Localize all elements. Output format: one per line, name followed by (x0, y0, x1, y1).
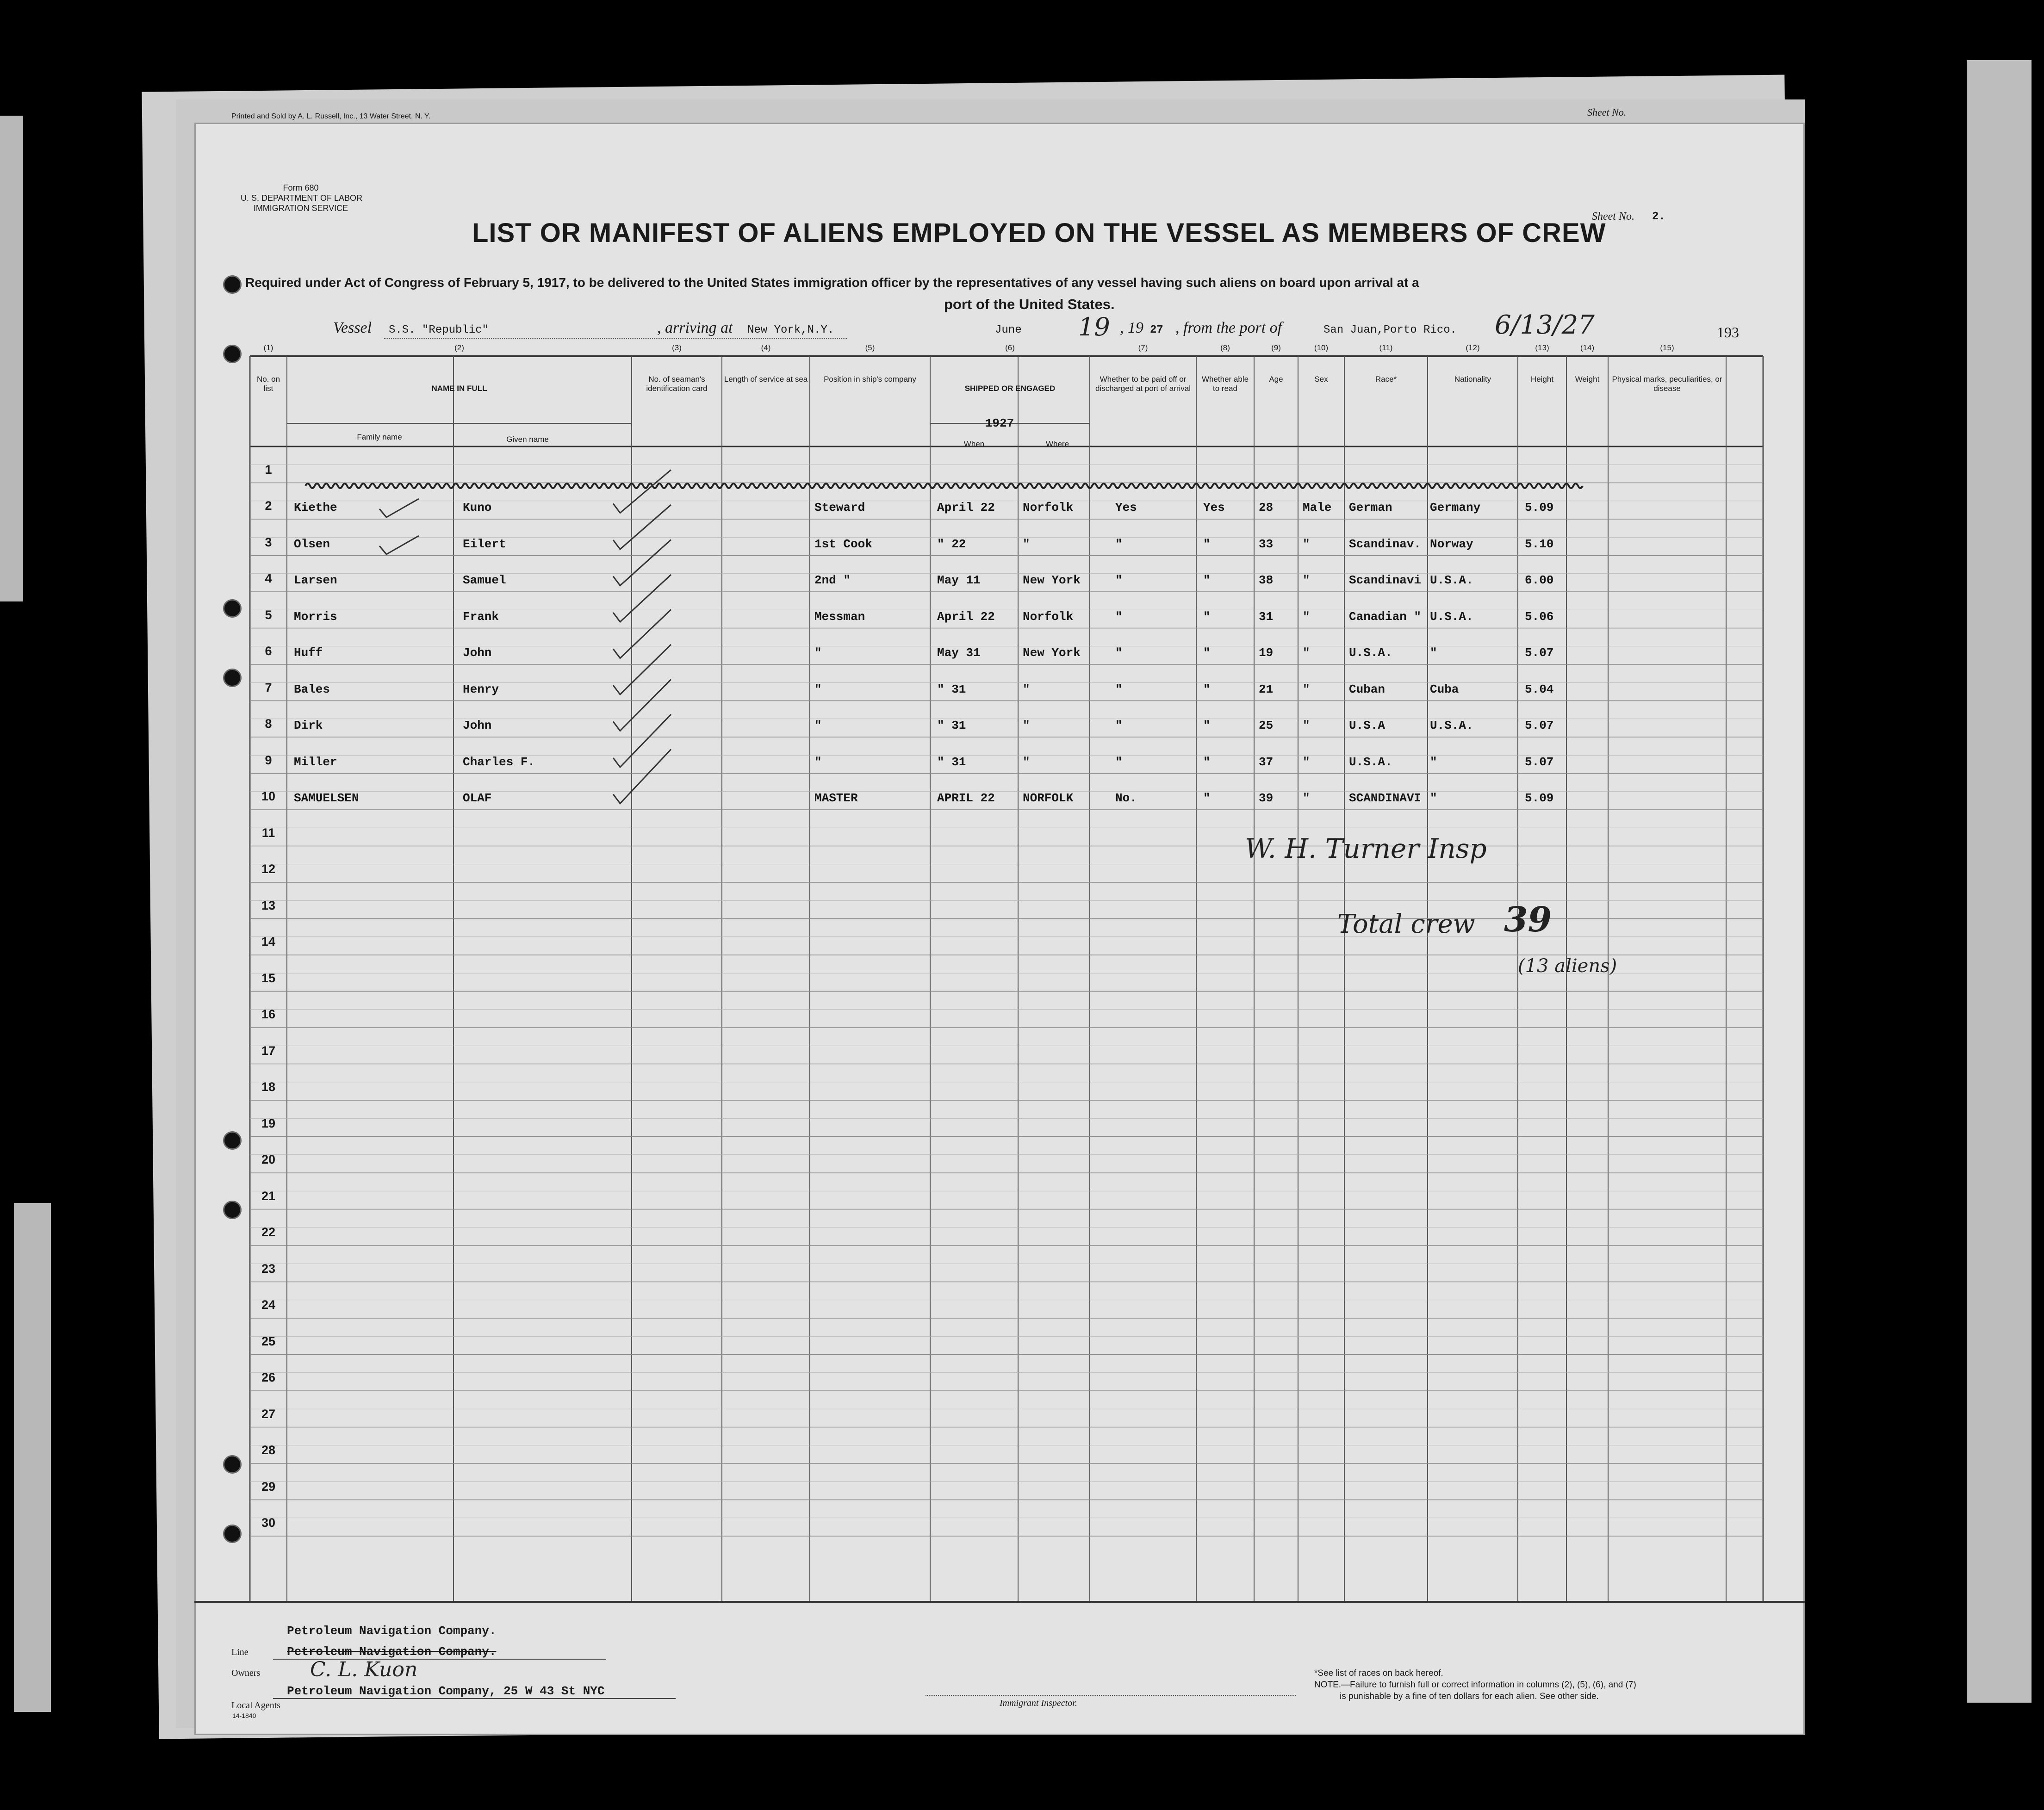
column-header: Weight (1575, 375, 1600, 384)
column-header: Position in ship's company (824, 375, 916, 384)
cell-paid-off: " (1115, 719, 1123, 732)
cell-race: Cuban (1349, 682, 1385, 696)
sheet-number-value: 2. (1652, 211, 1665, 223)
row-number: 2 (265, 499, 272, 513)
left-edge-scrap (0, 116, 23, 601)
row-number: 10 (261, 789, 276, 803)
cell-where: Norfolk (1023, 609, 1074, 624)
cell-given: Samuel (463, 573, 506, 587)
cell-position: " (814, 646, 822, 660)
cell-given: OLAF (463, 791, 492, 805)
vessel-value: S.S. "Republic" (389, 324, 489, 336)
column-header: Whether able to read (1201, 375, 1249, 393)
manifest-page (194, 123, 1805, 1735)
line-value: Petroleum Navigation Company. (287, 1624, 497, 1638)
subhead-where: Where (1045, 440, 1069, 448)
cell-family: Dirk (294, 719, 323, 732)
cell-race: Scandinavi (1349, 573, 1422, 587)
subhead-year: 1927 (985, 416, 1014, 430)
form-service: IMMIGRATION SERVICE (253, 204, 348, 213)
column-number: (7) (1138, 343, 1148, 352)
column-number: (15) (1660, 343, 1674, 352)
cell-race: Scandinav. (1349, 537, 1422, 551)
cell-where: NORFOLK (1023, 791, 1074, 805)
cell-where: " (1023, 537, 1030, 551)
column-header: Race* (1375, 375, 1397, 384)
column-header: No. of seaman's identification card (646, 375, 708, 393)
column-number: (6) (1005, 343, 1015, 352)
column-number: (1) (263, 343, 273, 352)
cell-nationality: " (1430, 646, 1437, 660)
form-number: Form 680 (283, 183, 319, 192)
row-number: 18 (261, 1080, 276, 1094)
checkmark-icon (613, 470, 671, 513)
cell-where: " (1023, 719, 1030, 732)
row-number: 21 (261, 1189, 276, 1203)
row-number: 28 (261, 1443, 276, 1457)
column-header: No. on list (256, 375, 280, 393)
subhead-when: When (963, 440, 985, 448)
cell-given: Frank (463, 609, 499, 624)
row-1-strikeout (305, 483, 1583, 488)
subhead-family-name: Family name (357, 433, 402, 441)
row-number: 29 (261, 1479, 276, 1494)
column-number: (3) (672, 343, 682, 352)
month-value: June (995, 324, 1022, 336)
cell-when: " 22 (937, 537, 966, 551)
cell-given: John (463, 646, 492, 660)
cell-nationality: " (1430, 791, 1437, 805)
cell-family: SAMUELSEN (294, 791, 359, 805)
cell-height: 5.07 (1525, 646, 1554, 660)
cell-sex: Male (1303, 501, 1332, 514)
handwritten-inspector: W. H. Turner Insp (1245, 833, 1487, 864)
column-header: Age (1269, 375, 1283, 384)
column-number: (5) (865, 343, 875, 352)
column-number: (2) (454, 343, 464, 352)
cell-nationality: U.S.A. (1430, 573, 1473, 587)
column-header: Whether to be paid off or discharged at port of arrival (1095, 375, 1191, 393)
cell-when: May 31 (937, 646, 981, 660)
cell-read: " (1203, 609, 1211, 624)
cell-paid-off: " (1115, 537, 1123, 551)
row-number: 6 (265, 644, 272, 658)
form-title: LIST OR MANIFEST OF ALIENS EMPLOYED ON THE VESSEL AS MEMBERS OF CREW (472, 218, 1606, 248)
row-number: 20 (261, 1153, 276, 1166)
row-number: 8 (265, 717, 272, 731)
cell-position: 1st Cook (814, 537, 872, 551)
cell-age: 21 (1259, 682, 1274, 696)
cell-paid-off: No. (1115, 791, 1137, 805)
row-number: 14 (261, 935, 276, 948)
cell-nationality: Germany (1430, 501, 1481, 514)
handwritten-total-number: 39 (1504, 900, 1552, 940)
cell-sex: " (1303, 791, 1310, 805)
cell-position: Steward (814, 501, 865, 514)
row-number: 4 (265, 571, 272, 585)
row-number: 7 (265, 680, 272, 694)
cell-where: Norfolk (1023, 501, 1074, 514)
day-value: 19 (1078, 312, 1110, 341)
column-header: SHIPPED OR ENGAGED (964, 384, 1056, 393)
cell-read: " (1203, 537, 1211, 551)
cell-height: 5.09 (1525, 501, 1554, 514)
cell-given: Henry (463, 682, 499, 696)
cell-family: Bales (294, 682, 330, 696)
cell-nationality: Cuba (1430, 682, 1459, 696)
row-number: 15 (261, 971, 276, 985)
left-edge-scrap-lower (14, 1203, 51, 1712)
cell-when: April 22 (937, 609, 995, 624)
cell-paid-off: " (1115, 609, 1123, 624)
cell-age: 33 (1259, 537, 1274, 551)
manifest-grid (194, 123, 1805, 1735)
cell-when: " 31 (937, 682, 966, 696)
sheet-number-label: Sheet No. (1592, 211, 1634, 223)
column-header: Nationality (1454, 375, 1491, 384)
handwritten-total: Total crew (1337, 909, 1475, 939)
cell-sex: " (1303, 755, 1310, 769)
handwritten-aliens: (13 aliens) (1518, 955, 1617, 977)
cell-read: " (1203, 719, 1211, 732)
cell-age: 28 (1259, 501, 1274, 514)
year-value: 27 (1150, 324, 1163, 336)
cell-when: APRIL 22 (937, 791, 995, 805)
cell-height: 5.10 (1525, 537, 1554, 551)
cell-race: U.S.A. (1349, 646, 1392, 660)
column-number: (8) (1220, 343, 1230, 352)
cell-age: 39 (1259, 791, 1274, 805)
checkmark-icon (613, 750, 671, 804)
vessel-label: Vessel (333, 319, 372, 336)
cell-height: 5.07 (1525, 719, 1554, 732)
cell-family: Olsen (294, 537, 330, 551)
cell-where: New York (1023, 573, 1081, 587)
cell-race: U.S.A. (1349, 755, 1392, 769)
cell-height: 6.00 (1525, 573, 1554, 587)
cell-paid-off: Yes (1115, 501, 1137, 514)
row-number: 24 (261, 1298, 276, 1312)
cell-position: " (814, 682, 822, 696)
cell-age: 19 (1259, 646, 1274, 660)
column-number: (10) (1314, 343, 1329, 352)
owners-label: Owners (231, 1668, 261, 1678)
row-number: 12 (261, 862, 276, 876)
cell-height: 5.06 (1525, 609, 1554, 624)
inspector-label: Immigrant Inspector. (1000, 1698, 1077, 1708)
cell-given: Kuno (463, 501, 492, 514)
cell-read: Yes (1203, 501, 1225, 514)
cell-age: 31 (1259, 609, 1274, 624)
cell-position: MASTER (814, 791, 858, 805)
form-subtitle-line2: port of the United States. (944, 296, 1115, 312)
row-number: 22 (261, 1225, 276, 1239)
row-number: 17 (261, 1043, 276, 1058)
agents-value: Petroleum Navigation Company, 25 W 43 St NYC (287, 1684, 605, 1698)
cell-age: 38 (1259, 573, 1274, 587)
cell-read: " (1203, 573, 1211, 587)
arriving-value: New York,N.Y. (747, 324, 834, 336)
row-number: 3 (265, 535, 272, 549)
back-sheet-number-label: Sheet No. (1587, 106, 1627, 118)
cell-when: May 11 (937, 573, 981, 587)
subhead-given-name: Given name (506, 435, 549, 444)
cell-read: " (1203, 682, 1211, 696)
cell-race: Canadian " (1349, 609, 1422, 624)
cell-sex: " (1303, 537, 1310, 551)
row-number: 11 (261, 825, 275, 840)
cell-family: Huff (294, 646, 323, 660)
fine-note-1: NOTE.—Failure to furnish full or correct information in columns (2), (5), (6), and (7) (1314, 1680, 1636, 1690)
agents-label: Local Agents (231, 1700, 281, 1711)
cell-family: Larsen (294, 573, 337, 587)
column-number: (4) (761, 343, 771, 352)
column-header: Height (1530, 375, 1554, 384)
row-number: 19 (261, 1116, 276, 1130)
cell-race: German (1349, 501, 1392, 514)
cell-nationality: U.S.A. (1430, 609, 1473, 624)
cell-family: Kiethe (294, 501, 337, 514)
column-number: (9) (1271, 343, 1281, 352)
cell-read: " (1203, 646, 1211, 660)
cell-when: April 22 (937, 501, 995, 514)
cell-height: 5.04 (1525, 682, 1554, 696)
stock-number: 14-1840 (232, 1712, 256, 1719)
inspector-signature-line (926, 1695, 1296, 1696)
cell-position: " (814, 755, 822, 769)
cell-given: Eilert (463, 537, 506, 551)
column-header: Length of service at sea (724, 375, 808, 384)
column-number: (13) (1535, 343, 1549, 352)
cell-sex: " (1303, 609, 1310, 624)
cell-height: 5.07 (1525, 755, 1554, 769)
cell-family: Miller (294, 755, 337, 769)
column-number: (11) (1379, 343, 1393, 352)
column-header: Sex (1314, 375, 1328, 384)
cell-age: 25 (1259, 719, 1274, 732)
cell-given: Charles F. (463, 755, 535, 769)
cell-paid-off: " (1115, 573, 1123, 587)
right-edge-scrap (1967, 60, 2032, 1703)
row-number: 26 (261, 1370, 276, 1384)
handwritten-date: 6/13/27 (1495, 310, 1595, 340)
from-port-label: , from the port of (1175, 319, 1282, 336)
cell-when: " 31 (937, 755, 966, 769)
cell-race: U.S.A (1349, 719, 1385, 732)
cell-where: " (1023, 755, 1030, 769)
agents-underline (273, 1698, 676, 1699)
footer-rule (194, 1601, 1805, 1603)
column-header: NAME IN FULL (431, 384, 487, 393)
cell-nationality: " (1430, 755, 1437, 769)
cell-race: SCANDINAVI (1349, 791, 1422, 805)
column-number: (12) (1466, 343, 1480, 352)
checkmark-icon (379, 499, 419, 517)
owners-value: Petroleum Navigation Company. (287, 1645, 497, 1659)
checkmark-icon (379, 536, 419, 554)
column-header: Physical marks, peculiarities, or disease (1612, 375, 1722, 393)
cell-position: 2nd " (814, 573, 851, 587)
cell-nationality: Norway (1430, 537, 1473, 551)
cell-age: 37 (1259, 755, 1274, 769)
checkmark-icon (613, 575, 671, 622)
cell-where: " (1023, 682, 1030, 696)
checkmark-icon (613, 540, 671, 586)
cell-height: 5.09 (1525, 791, 1554, 805)
row-number: 23 (261, 1261, 276, 1276)
cell-paid-off: " (1115, 682, 1123, 696)
cell-when: " 31 (937, 719, 966, 732)
line-label: Line (231, 1647, 249, 1657)
cell-family: Morris (294, 609, 337, 624)
printer-line: Printed and Sold by A. L. Russell, Inc., 13 Water Street, N. Y. (231, 112, 431, 120)
cell-sex: " (1303, 719, 1310, 732)
races-note: *See list of races on back hereof. (1314, 1668, 1443, 1678)
cell-nationality: U.S.A. (1430, 719, 1473, 732)
fine-note-2: is punishable by a fine of ten dollars for each alien. See other side. (1340, 1692, 1599, 1701)
row-number: 13 (261, 898, 276, 912)
row-number: 9 (265, 753, 272, 767)
row-number: 16 (261, 1007, 276, 1021)
cell-position: Messman (814, 609, 865, 624)
column-number: (14) (1580, 343, 1595, 352)
owners-signature: C. L. Kuon (310, 1658, 418, 1681)
row-number: 30 (261, 1516, 276, 1530)
cell-position: " (814, 719, 822, 732)
cell-read: " (1203, 791, 1211, 805)
row-number: 1 (265, 462, 272, 477)
form-subtitle-line1: Required under Act of Congress of February 5, 1917, to be delivered to the United States immigration officer by the representatives of any vessel having such aliens on board upon arrival at a (245, 275, 1419, 290)
cell-where: New York (1023, 646, 1081, 660)
checkmark-icon (613, 610, 671, 658)
form-department: U. S. DEPARTMENT OF LABOR (241, 193, 363, 203)
port-value: San Juan,Porto Rico. (1323, 324, 1457, 336)
cell-given: John (463, 719, 492, 732)
year-right: 193 (1717, 324, 1739, 341)
checkmark-icon (613, 645, 671, 694)
year-label: , 19 (1120, 319, 1143, 336)
row-number: 5 (265, 607, 272, 622)
cell-sex: " (1303, 682, 1310, 696)
cell-paid-off: " (1115, 646, 1123, 660)
row-number: 27 (261, 1407, 276, 1421)
arriving-label: , arriving at (657, 319, 733, 336)
row-number: 25 (261, 1334, 276, 1348)
cell-sex: " (1303, 573, 1310, 587)
cell-read: " (1203, 755, 1211, 769)
cell-sex: " (1303, 646, 1310, 660)
cell-paid-off: " (1115, 755, 1123, 769)
